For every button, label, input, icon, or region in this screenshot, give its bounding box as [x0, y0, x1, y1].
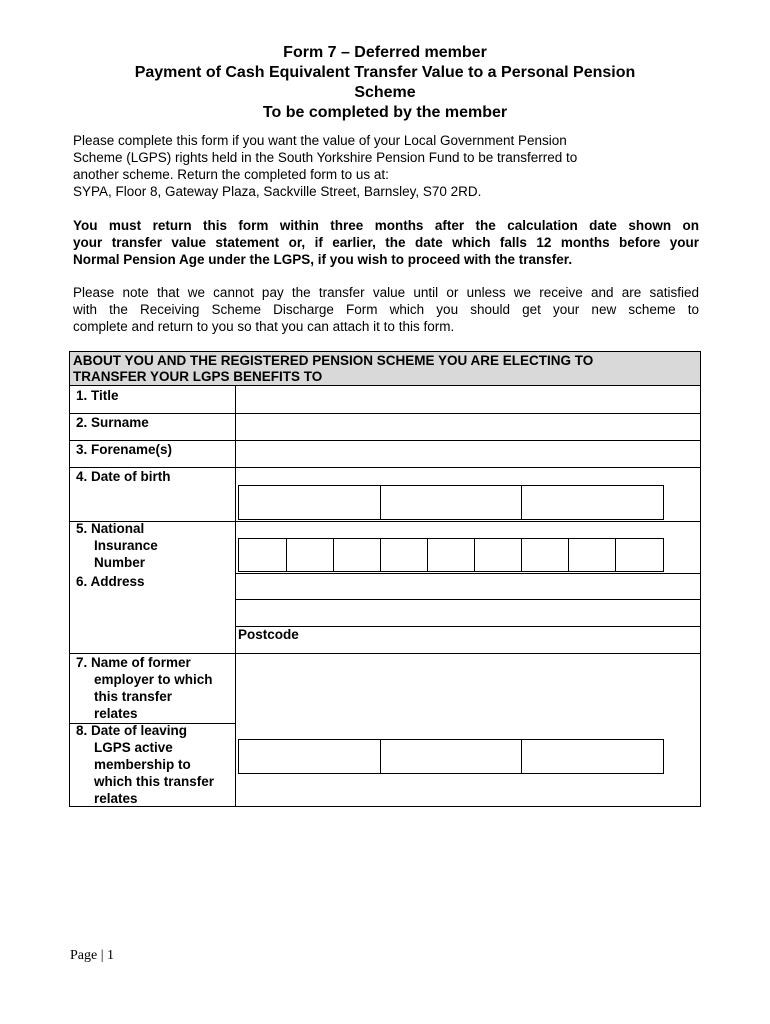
table-heading-line: ABOUT YOU AND THE REGISTERED PENSION SCHEME YOU ARE ELECTING TO — [73, 353, 594, 368]
intro-line: another scheme. Return the completed form to us at: — [73, 167, 389, 182]
date-of-birth-label: 4. Date of birth — [76, 469, 171, 484]
postcode-label: Postcode — [238, 627, 299, 642]
intro-paragraph — [73, 132, 699, 200]
title-line-2: Payment of Cash Equivalent Transfer Value to a Personal Pension — [134, 64, 636, 81]
box-divider — [521, 539, 522, 571]
label-line: 8. Date of leaving — [76, 723, 188, 738]
surname-label: 2. Surname — [76, 415, 149, 430]
surname-field[interactable] — [236, 414, 700, 440]
label-line: employer to which — [94, 672, 213, 687]
form-title — [70, 43, 700, 123]
former-employer-field[interactable] — [236, 654, 700, 722]
note-line: Please note that we cannot pay the transfer value until or unless we receive and are satisfied — [73, 285, 699, 300]
ni-number-label — [76, 520, 158, 571]
note-line: with the Receiving Scheme Discharge Form which you should get your new scheme to — [73, 302, 699, 317]
title-line-4: To be completed by the member — [262, 104, 508, 121]
title-line-1: Form 7 – Deferred member — [283, 44, 487, 61]
label-line: Insurance — [94, 538, 158, 553]
forenames-field[interactable] — [236, 441, 700, 467]
label-line: 5. National — [76, 521, 145, 536]
forenames-label: 3. Forename(s) — [76, 442, 173, 457]
warning-line: Normal Pension Age under the LGPS, if you wish to proceed with the transfer. — [73, 252, 573, 267]
label-line: relates — [94, 706, 138, 721]
table-heading-line: TRANSFER YOUR LGPS BENEFITS TO — [73, 369, 323, 384]
discharge-note — [73, 284, 699, 335]
label-line: LGPS active — [94, 740, 173, 755]
label-line: 7. Name of former — [76, 655, 191, 670]
address-line-1-field[interactable] — [236, 574, 700, 599]
box-divider — [521, 740, 522, 773]
box-divider — [615, 539, 616, 571]
return-address: SYPA, Floor 8, Gateway Plaza, Sackville Street, Barnsley, S70 2RD. — [73, 184, 482, 199]
box-divider — [568, 539, 569, 571]
box-divider — [333, 539, 334, 571]
page-number: Page | 1 — [70, 948, 115, 963]
table-heading — [70, 352, 700, 386]
box-divider — [380, 486, 381, 519]
warning-line: You must return this form within three months after the calculation date shown on — [73, 218, 699, 233]
date-of-leaving-label — [76, 722, 214, 807]
ni-number-boxes[interactable] — [238, 538, 664, 572]
title-line-3: Scheme — [354, 84, 416, 101]
address-line-2-field[interactable] — [236, 600, 700, 626]
note-line: complete and return to you so that you can attach it to this form. — [73, 319, 455, 334]
label-line: this transfer — [94, 689, 173, 704]
box-divider — [380, 740, 381, 773]
title-field[interactable] — [236, 386, 700, 413]
date-of-leaving-boxes[interactable] — [238, 739, 664, 774]
deadline-warning — [73, 217, 699, 268]
box-divider — [474, 539, 475, 571]
date-of-birth-boxes[interactable] — [238, 485, 664, 520]
label-line: Number — [94, 555, 146, 570]
postcode-field[interactable] — [310, 627, 700, 653]
warning-line: your transfer value statement or, if earlier, the date which falls 12 months before your — [73, 235, 699, 250]
address-label: 6. Address — [76, 574, 145, 589]
former-employer-label — [76, 654, 213, 722]
label-line: relates — [94, 791, 138, 806]
row-divider — [70, 521, 700, 522]
box-divider — [427, 539, 428, 571]
intro-line: Scheme (LGPS) rights held in the South Yorkshire Pension Fund to be transferred to — [73, 150, 578, 165]
label-line: which this transfer — [94, 774, 215, 789]
box-divider — [380, 539, 381, 571]
intro-line: Please complete this form if you want the value of your Local Government Pension — [73, 133, 567, 148]
title-label: 1. Title — [76, 388, 119, 403]
box-divider — [521, 486, 522, 519]
box-divider — [286, 539, 287, 571]
member-details-table — [69, 351, 701, 807]
label-line: membership to — [94, 757, 191, 772]
